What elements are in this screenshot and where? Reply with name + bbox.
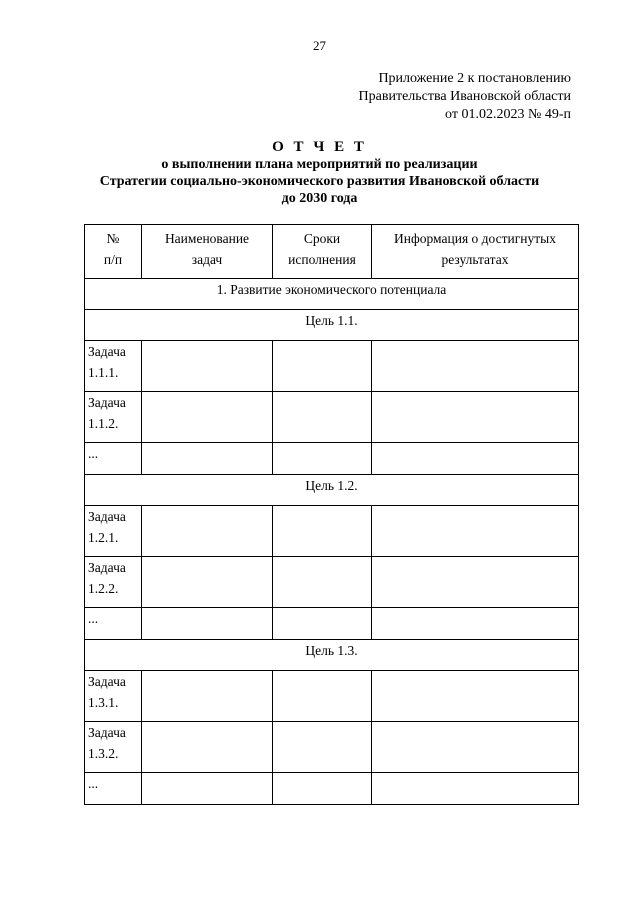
task-number: 1.3.2. [88, 746, 119, 761]
ellipsis-cell: ... [85, 443, 142, 475]
results-cell [372, 443, 579, 475]
goal-label: Цель 1.2. [85, 475, 579, 506]
task-word: Задача [88, 560, 126, 575]
goal-label: Цель 1.1. [85, 310, 579, 341]
header-task-name-line-2: задач [191, 252, 223, 267]
table-row [85, 671, 579, 722]
table-row [85, 722, 579, 773]
deadline-cell [273, 392, 372, 443]
task-name-cell [142, 341, 273, 392]
deadline-cell [273, 557, 372, 608]
results-cell [372, 722, 579, 773]
results-cell [372, 773, 579, 805]
task-word: Задача [88, 674, 126, 689]
results-cell [372, 341, 579, 392]
task-name-cell [142, 392, 273, 443]
results-cell [372, 608, 579, 640]
task-name-cell [142, 608, 273, 640]
header-task-name [142, 225, 273, 279]
report-title [0, 138, 639, 207]
results-cell [372, 506, 579, 557]
deadline-cell [273, 506, 372, 557]
deadline-cell [273, 722, 372, 773]
deadline-cell [273, 773, 372, 805]
results-cell [372, 392, 579, 443]
table-row [85, 443, 579, 475]
task-word: Задача [88, 395, 126, 410]
header-num-line-2: п/п [103, 252, 123, 267]
goal-row [85, 640, 579, 671]
title-line-2: Стратегии социально-экономического развития Ивановской области [99, 174, 540, 189]
ellipsis-cell: ... [85, 608, 142, 640]
task-number-cell [85, 392, 142, 443]
appendix-reference [359, 70, 571, 124]
task-word: Задача [88, 725, 126, 740]
task-word: Задача [88, 509, 126, 524]
ellipsis-cell: ... [85, 773, 142, 805]
goal-row [85, 310, 579, 341]
task-name-cell [142, 773, 273, 805]
header-results-info [372, 225, 579, 279]
goal-row [85, 475, 579, 506]
goal-label: Цель 1.3. [85, 640, 579, 671]
header-task-name-line-1: Наименование [164, 231, 250, 246]
task-word: Задача [88, 344, 126, 359]
table-row [85, 506, 579, 557]
header-num-line-1: № [106, 231, 120, 246]
task-number-cell [85, 341, 142, 392]
header-num [85, 225, 142, 279]
page-number: 27 [313, 38, 326, 53]
task-name-cell [142, 557, 273, 608]
deadline-cell [273, 608, 372, 640]
table-header-row [85, 225, 579, 279]
task-name-cell [142, 443, 273, 475]
task-number: 1.1.1. [88, 365, 119, 380]
task-name-cell [142, 671, 273, 722]
task-number: 1.2.1. [88, 530, 119, 545]
deadline-cell [273, 341, 372, 392]
results-cell [372, 671, 579, 722]
header-results-info-line-1: Информация о достигнутых [394, 231, 556, 246]
header-deadline-line-1: Сроки [303, 231, 341, 246]
section-row [85, 279, 579, 310]
task-name-cell [142, 722, 273, 773]
task-number: 1.1.2. [88, 416, 119, 431]
appendix-line-1: Приложение 2 к постановлению [378, 71, 571, 86]
header-results-info-line-2: результатах [441, 252, 509, 267]
task-number-cell [85, 722, 142, 773]
deadline-cell [273, 671, 372, 722]
header-deadline [273, 225, 372, 279]
table-row [85, 557, 579, 608]
title-main: О Т Ч Е Т [272, 139, 367, 155]
table-row [85, 608, 579, 640]
title-line-1: о выполнении плана мероприятий по реализации [161, 157, 478, 172]
table-row [85, 773, 579, 805]
appendix-line-2: Правительства Ивановской области [358, 89, 571, 104]
table-row [85, 341, 579, 392]
table-row [85, 392, 579, 443]
section-title: 1. Развитие экономического потенциала [85, 279, 579, 310]
title-line-3: до 2030 года [281, 191, 358, 206]
task-number-cell [85, 506, 142, 557]
deadline-cell [273, 443, 372, 475]
results-cell [372, 557, 579, 608]
task-number-cell [85, 557, 142, 608]
appendix-line-3: от 01.02.2023 № 49-п [445, 107, 571, 122]
task-name-cell [142, 506, 273, 557]
task-number: 1.3.1. [88, 695, 119, 710]
report-table [84, 224, 579, 805]
header-deadline-line-2: исполнения [288, 252, 356, 267]
task-number-cell [85, 671, 142, 722]
task-number: 1.2.2. [88, 581, 119, 596]
